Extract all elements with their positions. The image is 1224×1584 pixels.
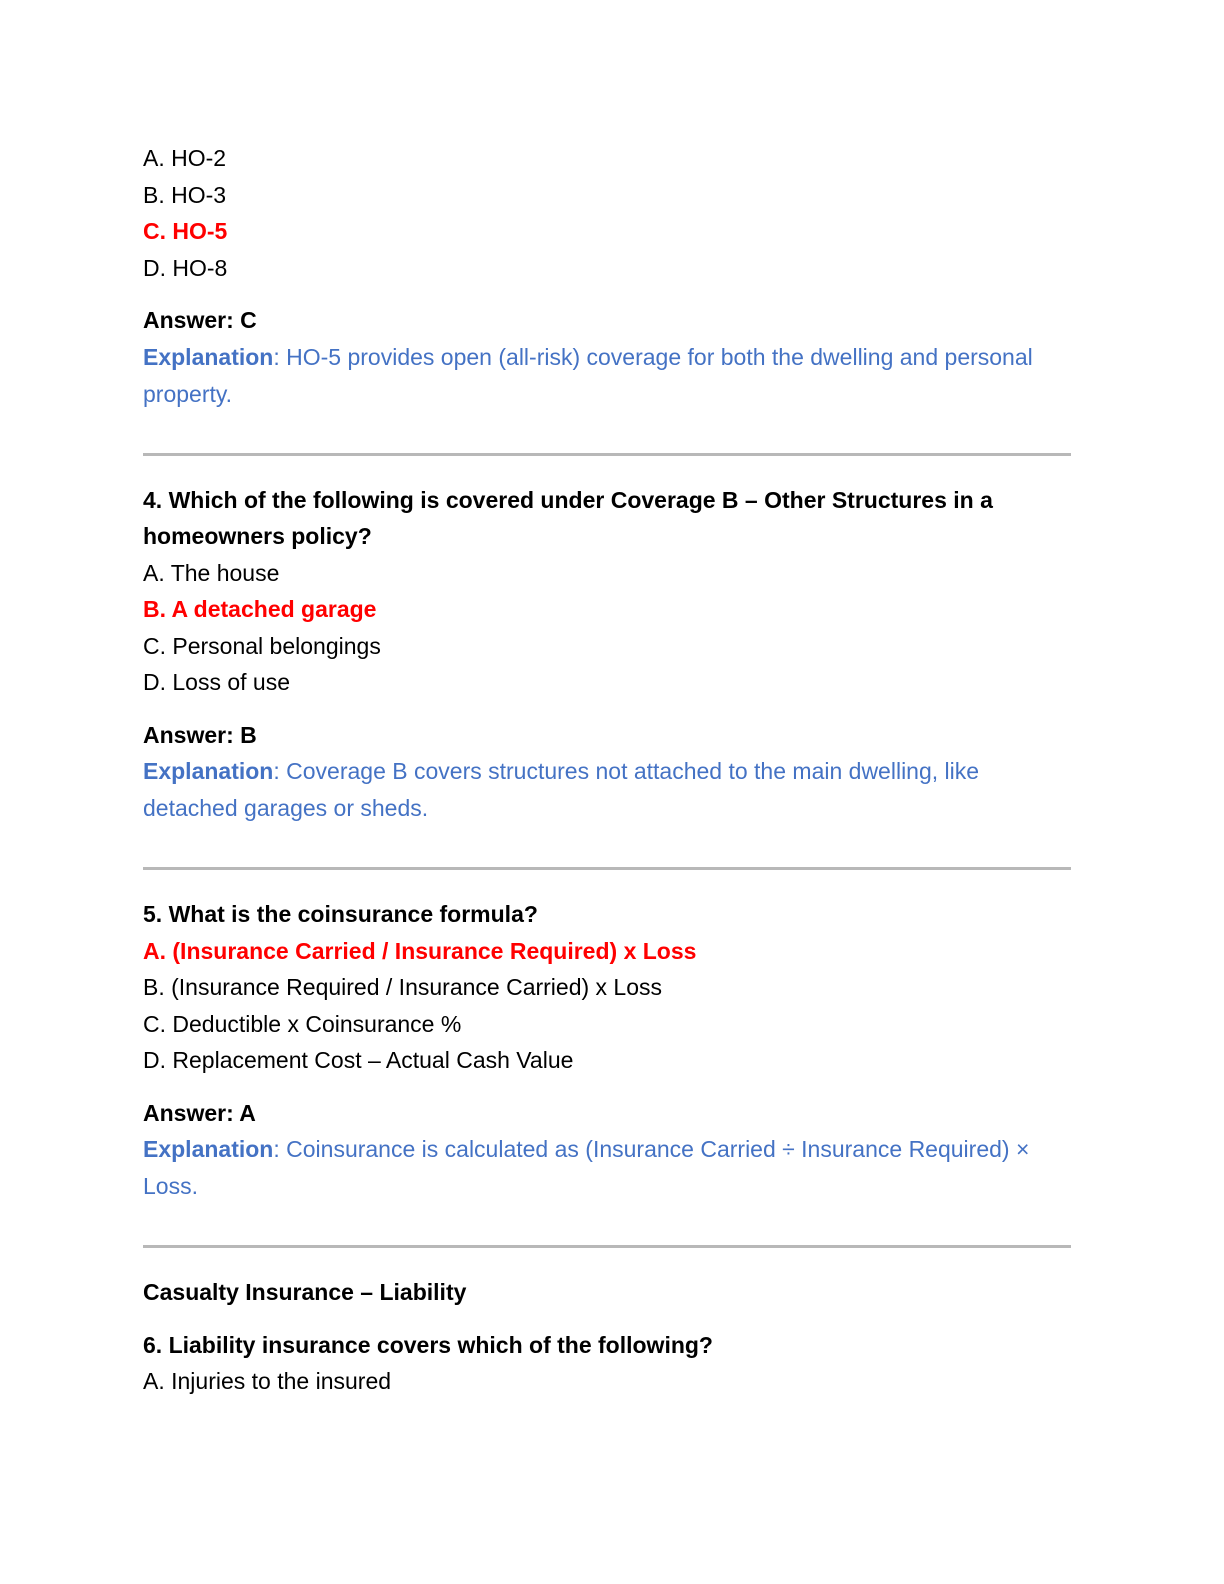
explanation-text: : HO-5 provides open (all-risk) coverage for both the dwelling and personal property.: [143, 343, 1033, 407]
explanation-label: Explanation: [143, 758, 274, 784]
question-title: 5. What is the coinsurance formula?: [143, 901, 538, 927]
explanation-label: Explanation: [143, 1136, 274, 1162]
answer-line: Answer: A: [143, 1099, 256, 1126]
explanation-label: Explanation: [143, 343, 274, 370]
separator: [143, 1245, 1071, 1248]
document-content: [143, 140, 1073, 1400]
option-a: A. Injuries to the insured: [143, 1368, 392, 1394]
option-a-correct: A. (Insurance Carried / Insurance Required) x Loss: [143, 937, 697, 964]
answer-line: Answer: B: [143, 721, 257, 748]
question-3: [143, 140, 1073, 413]
explanation-text: : Coinsurance is calculated as (Insurance Carried ÷ Insurance Required) × Loss.: [143, 1136, 1030, 1199]
separator: [143, 453, 1071, 456]
question-5: [143, 896, 1073, 1205]
option-c: C. Deductible x Coinsurance %: [143, 1010, 462, 1037]
option-b: B. HO-3: [143, 181, 227, 208]
option-a: A. The house: [143, 559, 280, 586]
option-d: D. Replacement Cost – Actual Cash Value: [143, 1047, 574, 1073]
separator: [143, 867, 1071, 870]
option-d: D. Loss of use: [143, 669, 291, 695]
option-c: C. Personal belongings: [143, 632, 381, 659]
question-title: 4. Which of the following is covered under Coverage B – Other Structures in a homeowners policy?: [143, 486, 993, 549]
explanation: [143, 753, 1073, 827]
answer-line: Answer: C: [143, 307, 257, 333]
explanation: [143, 1131, 1073, 1205]
explanation: [143, 339, 1073, 413]
option-d: D. HO-8: [143, 254, 228, 281]
option-b-correct: B. A detached garage: [143, 596, 377, 622]
question-4: [143, 482, 1073, 828]
section-heading: Casualty Insurance – Liability: [143, 1279, 467, 1305]
option-a: A. HO-2: [143, 145, 227, 171]
explanation-text: : Coverage B covers structures not attached to the main dwelling, like detached garages or sheds.: [143, 758, 980, 821]
option-c-correct: C. HO-5: [143, 218, 228, 244]
question-title: 6. Liability insurance covers which of the following?: [143, 1331, 713, 1358]
option-b: B. (Insurance Required / Insurance Carried) x Loss: [143, 974, 663, 1000]
question-6: [143, 1327, 1073, 1400]
